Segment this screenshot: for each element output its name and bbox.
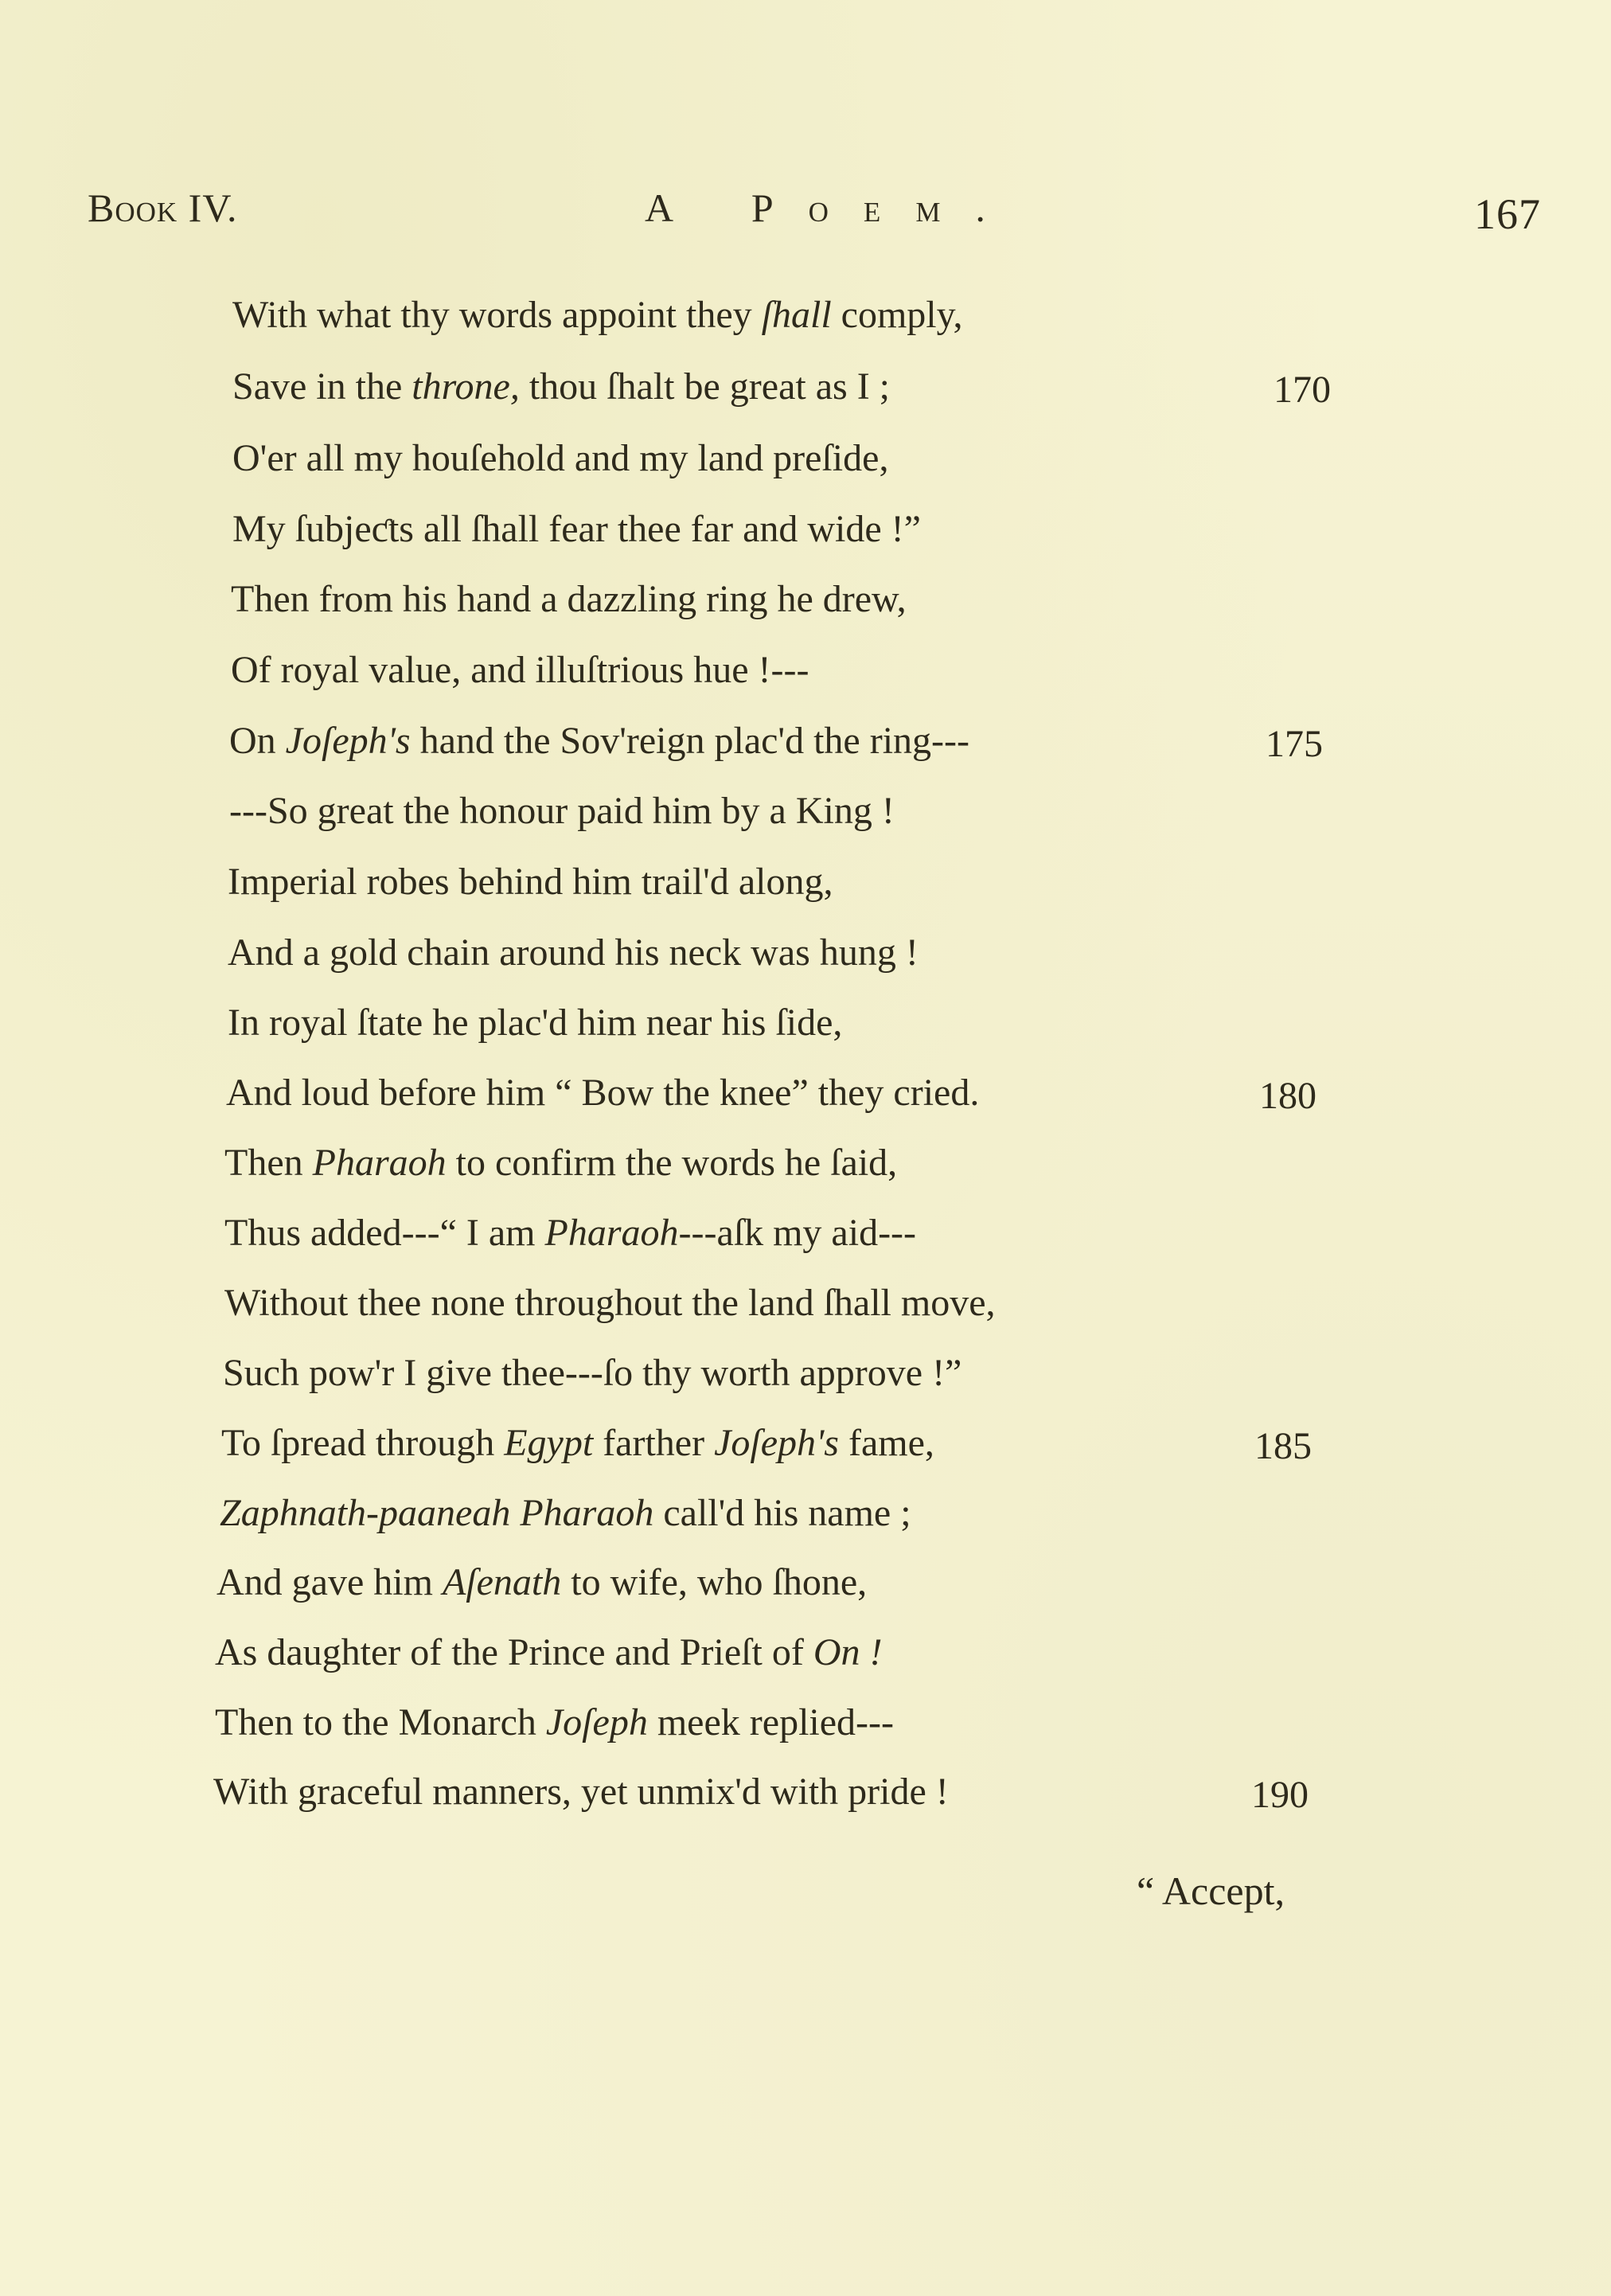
line-number: 185 — [1254, 1425, 1312, 1467]
line-number: 190 — [1251, 1774, 1309, 1816]
poem-line: Save in the throne, thou ſhalt be great as I ; — [232, 365, 891, 408]
line-number: 180 — [1259, 1075, 1316, 1117]
poem-line: In royal ſtate he plac'd him near his ſide, — [228, 1002, 843, 1044]
page-number: 167 — [1474, 190, 1541, 238]
poem-line: As daughter of the Prince and Prieſt of On ! — [215, 1631, 883, 1673]
poem-line: Imperial robes behind him trail'd along, — [228, 861, 833, 903]
poem-line: And loud before him “ Bow the knee” they cried. — [226, 1072, 980, 1114]
running-title: A Poem. — [645, 185, 1020, 230]
poem-line: My ſubjeƈts all ſhall fear thee far and wide !” — [232, 508, 921, 550]
poem-line: With what thy words appoint they ſhall comply, — [232, 294, 963, 336]
poem-line: With graceful manners, yet unmix'd with pride ! — [213, 1771, 949, 1813]
poem-line: To ſpread through Egypt farther Joſeph's fame, — [221, 1422, 934, 1464]
poem-line: Thus added---“ I am Pharaoh---aſk my aid--- — [224, 1212, 917, 1254]
poem-line: Then to the Monarch Joſeph meek replied--- — [215, 1701, 894, 1743]
poem-line: O'er all my houſehold and my land preſide, — [232, 437, 889, 479]
poem-line: Such pow'r I give thee---ſo thy worth approve !” — [223, 1352, 962, 1394]
poem-line: Then Pharaoh to confirm the words he ſaid, — [224, 1142, 898, 1184]
catchword: “ Accept, — [1137, 1868, 1285, 1913]
poem-line: Then from his hand a dazzling ring he drew, — [231, 578, 907, 620]
poem-line: Without thee none throughout the land ſhall move, — [224, 1282, 996, 1324]
poem-line: ---So great the honour paid him by a King ! — [229, 790, 895, 832]
poem-line: And a gold chain around his neck was hung ! — [228, 931, 919, 974]
poem-line: Zaphnath-paaneah Pharaoh call'd his name ; — [220, 1492, 911, 1534]
poem-line: And gave him Aſenath to wife, who ſhone, — [216, 1561, 868, 1603]
book-label: Book IV. — [88, 185, 238, 230]
line-number: 175 — [1266, 723, 1323, 765]
line-number: 170 — [1274, 369, 1331, 411]
poem-line: On Joſeph's hand the Sov'reign plac'd the ring--- — [229, 720, 969, 762]
poem-line: Of royal value, and illuſtrious hue !--- — [231, 649, 809, 691]
